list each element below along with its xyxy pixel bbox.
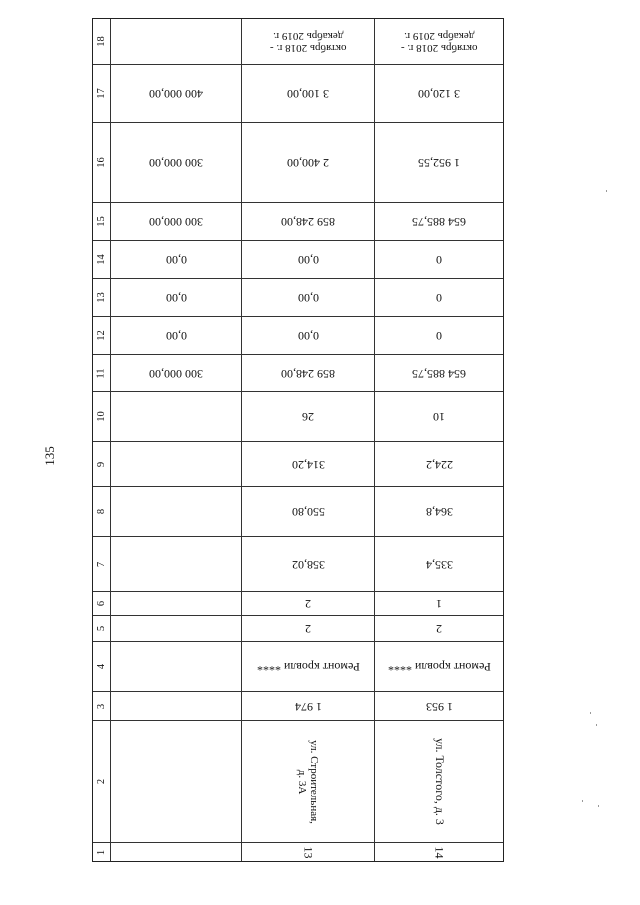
row-13-col-2: ул. Строительная, д. 3А: [242, 721, 375, 843]
column-header-4: 4: [93, 642, 111, 692]
row-14-col-16: 1 952,55: [375, 123, 503, 203]
scan-speck: [582, 800, 583, 802]
column-header-9: 9: [93, 442, 111, 487]
row-13-col-6: 2: [242, 592, 375, 616]
row-13-col-12: 0,00: [242, 317, 375, 355]
row-14-col-9: 224,2: [375, 442, 503, 487]
row-13-col-3: 1 974: [242, 692, 375, 721]
row-14-col-17: 3 120,00: [375, 65, 503, 123]
row-13-col-17: 3 100,00: [242, 65, 375, 123]
page-number: 135: [42, 446, 57, 466]
row-a-col-11: 300 000,00: [111, 355, 242, 392]
row-13-col-7: 358,02: [242, 537, 375, 592]
row-14-col-15: 654 885,75: [375, 203, 503, 241]
column-header-15: 15: [93, 203, 111, 241]
column-header-6: 6: [93, 592, 111, 616]
row-14-col-5: 2: [375, 616, 503, 642]
row-14-col-2: ул. Толстого, д. 3: [375, 721, 503, 843]
scan-speck: [606, 190, 607, 192]
row-a-col-5: [111, 616, 242, 642]
row-14-col-10: 10: [375, 392, 503, 442]
scan-speck: [590, 712, 591, 714]
row-14-col-7: 335,4: [375, 537, 503, 592]
row-14-col-14: 0: [375, 241, 503, 279]
row-a-col-10: [111, 392, 242, 442]
column-header-13: 13: [93, 279, 111, 317]
rotated-data-table: [92, 18, 504, 862]
column-header-7: 7: [93, 537, 111, 592]
row-14-col-11: 654 885,75: [375, 355, 503, 392]
row-13-col-11: 859 248,00: [242, 355, 375, 392]
scan-speck: [598, 805, 599, 807]
row-a-col-7: [111, 537, 242, 592]
column-header-3: 3: [93, 692, 111, 721]
column-header-16: 16: [93, 123, 111, 203]
row-a-col-17: 400 000,00: [111, 65, 242, 123]
row-a-col-3: [111, 692, 242, 721]
row-14-col-13: 0: [375, 279, 503, 317]
scan-speck: [596, 724, 597, 726]
row-14-col-8: 364,8: [375, 487, 503, 537]
row-a-col-4: [111, 642, 242, 692]
row-a-col-9: [111, 442, 242, 487]
row-a-col-8: [111, 487, 242, 537]
row-a-col-14: 0,00: [111, 241, 242, 279]
row-a-col-16: 300 000,00: [111, 123, 242, 203]
row-13-col-14: 0,00: [242, 241, 375, 279]
row-13-col-18: октябрь 2018 г. - декабрь 2019 г.: [242, 19, 375, 65]
row-a-col-18: [111, 19, 242, 65]
column-header-17: 17: [93, 65, 111, 123]
row-13-col-15: 859 248,00: [242, 203, 375, 241]
row-a-col-1: [111, 843, 242, 861]
column-header-12: 12: [93, 317, 111, 355]
row-a-col-2: [111, 721, 242, 843]
column-header-10: 10: [93, 392, 111, 442]
column-header-18: 18: [93, 19, 111, 65]
row-13-col-10: 26: [242, 392, 375, 442]
column-header-11: 11: [93, 355, 111, 392]
row-13-col-4: Ремонт кровли ****: [242, 642, 375, 692]
row-14-col-18: октябрь 2018 г. - декабрь 2019 г.: [375, 19, 503, 65]
column-header-1: 1: [93, 843, 111, 861]
row-13-col-16: 2 400,00: [242, 123, 375, 203]
row-13-col-8: 550,80: [242, 487, 375, 537]
row-a-col-12: 0,00: [111, 317, 242, 355]
row-14-col-4: Ремонт кровли ****: [375, 642, 503, 692]
row-13-col-9: 314,20: [242, 442, 375, 487]
row-13-col-1: 13: [242, 843, 375, 861]
column-header-8: 8: [93, 487, 111, 537]
row-a-col-13: 0,00: [111, 279, 242, 317]
row-a-col-6: [111, 592, 242, 616]
column-header-14: 14: [93, 241, 111, 279]
row-14-col-6: 1: [375, 592, 503, 616]
row-14-col-3: 1 953: [375, 692, 503, 721]
row-14-col-1: 14: [432, 846, 447, 858]
column-header-2: 2: [93, 721, 111, 843]
row-14-col-12: 0: [375, 317, 503, 355]
row-13-col-5: 2: [242, 616, 375, 642]
row-a-col-15: 300 000,00: [111, 203, 242, 241]
column-header-5: 5: [93, 616, 111, 642]
row-13-col-13: 0,00: [242, 279, 375, 317]
